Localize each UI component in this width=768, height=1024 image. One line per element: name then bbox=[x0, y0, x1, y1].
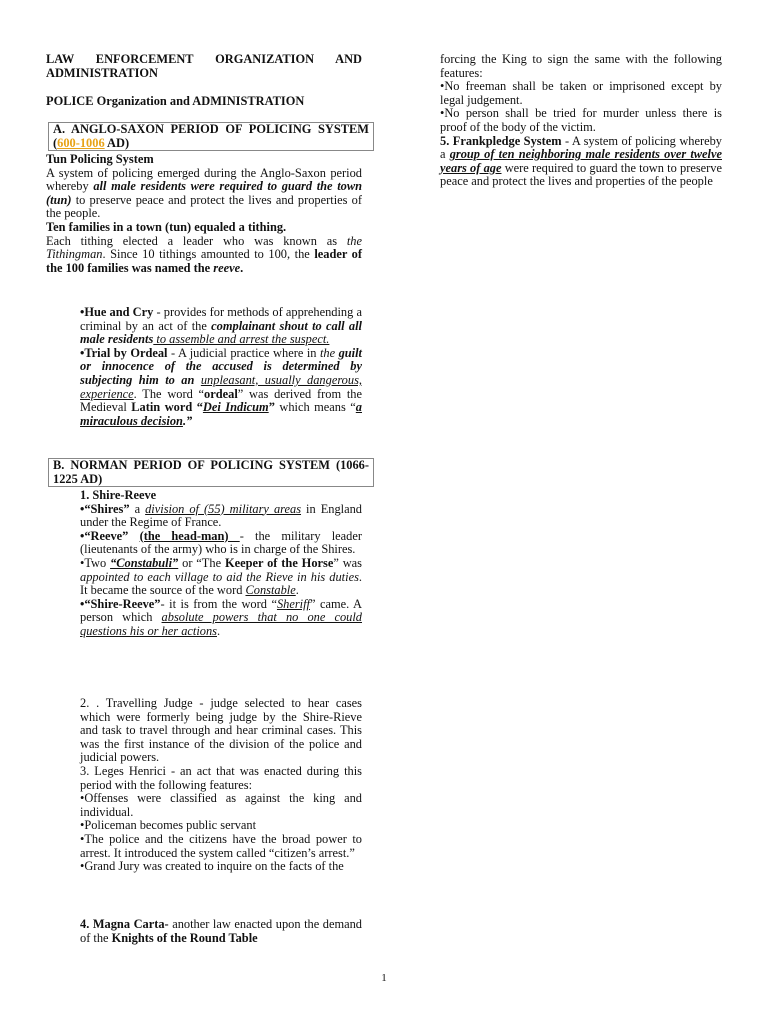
norman-section bbox=[46, 489, 362, 639]
norman-laws bbox=[46, 697, 362, 874]
section-a-suffix: AD) bbox=[104, 135, 130, 150]
constabuli-item: •Two “Constabuli” or “The Keeper of the Horse” was appointed to each village to aid the Rieve in his duties. It became the source of the word Constable. bbox=[80, 555, 362, 598]
leges-item-2: •Policeman becomes public servant bbox=[80, 818, 257, 833]
section-b-heading: B. NORMAN PERIOD OF POLICING SYSTEM (1066-1225 AD) bbox=[48, 458, 374, 487]
tun-section bbox=[46, 153, 362, 275]
magna-carta: 4. Magna Carta- another law enacted upon the demand of the Knights of the Round Table bbox=[80, 917, 362, 945]
hue-and-cry: •Hue and Cry - provides for methods of apprehending a criminal by an act of the complainant shout to call all male residents to assemble and arrest the suspect. bbox=[80, 305, 362, 347]
sheriff-item: •“Shire-Reeve”- it is from the word “Sheriff” came. A person which absolute powers that no one could questions his or her actions. bbox=[80, 596, 362, 638]
document-subtitle: POLICE Organization and ADMINISTRATION bbox=[46, 94, 305, 108]
frankpledge: 5. Frankpledge System - A system of policing whereby a group of ten neighboring male residents over twelve years of age were required to guard the town to preserve peace and protect the lives and properties of the people bbox=[440, 133, 722, 189]
travelling-judge: 2. . Travelling Judge - judge selected to hear cases which were formerly being judge by the Shire-Rieve and task to travel through and hear criminal cases. This was the first instance of the division of the police and judicial powers. bbox=[80, 696, 362, 765]
tun-heading: Tun Policing System bbox=[46, 152, 154, 166]
section-a-text: A. ANGLO-SAXON PERIOD OF POLICING SYSTEM ( bbox=[53, 122, 369, 150]
document-title: LAW ENFORCEMENT ORGANIZATION AND ADMINISTRATION bbox=[46, 52, 362, 80]
section-a-years: 600-1006 bbox=[57, 135, 105, 150]
leges-item-4: •Grand Jury was created to inquire on the facts of the bbox=[80, 859, 344, 874]
anglo-saxon-practices bbox=[46, 306, 362, 428]
leges-item-3: •The police and the citizens have the broad power to arrest. It introduced the system called “citizen’s arrest.” bbox=[80, 831, 362, 860]
tithing-paragraph: Each tithing elected a leader who was known as the Tithingman. Since 10 tithings amounted to 100, the leader of the 100 families was named the reeve. bbox=[46, 233, 362, 275]
leges-item-1: •Offenses were classified as against the king and individual. bbox=[80, 791, 362, 819]
shire-reeve-heading: 1. Shire-Reeve bbox=[80, 488, 157, 502]
tun-paragraph: A system of policing emerged during the Anglo-Saxon period whereby all male residents were required to guard the town (tun) to preserve peace and protect the lives and properties of the people. bbox=[46, 165, 363, 221]
trial-by-ordeal: •Trial by Ordeal - A judicial practice where in the guilt or innocence of the accused is determined by subjecting him to an unpleasant, usually dangerous, experience. The word “ordeal” was derived from the Medieval Latin word “Dei Indicum” which means “a miraculous decision.” bbox=[80, 345, 363, 428]
leges-henrici: 3. Leges Henrici - an act that was enacted during this period with the following features: bbox=[80, 763, 362, 792]
magna-item-2: •No person shall be tried for murder unless there is proof of the body of the victim. bbox=[440, 106, 722, 134]
section-a-heading bbox=[48, 122, 374, 151]
magna-cont: forcing the King to sign the same with the following features: bbox=[440, 52, 722, 80]
tithing-heading: Ten families in a town (tun) equaled a tithing. bbox=[46, 219, 287, 234]
magna-carta-continued bbox=[440, 53, 722, 189]
reeve-item: •“Reeve” (the head-man) - the military leader (lieutenants of the army) who is in charge of the Shires. bbox=[80, 528, 362, 557]
shires-item: •“Shires” a division of (55) military areas in England under the Regime of France. bbox=[80, 501, 362, 530]
page-number: 1 bbox=[381, 972, 387, 984]
magna-item-1: •No freeman shall be taken or imprisoned except by legal judgement. bbox=[440, 79, 722, 107]
